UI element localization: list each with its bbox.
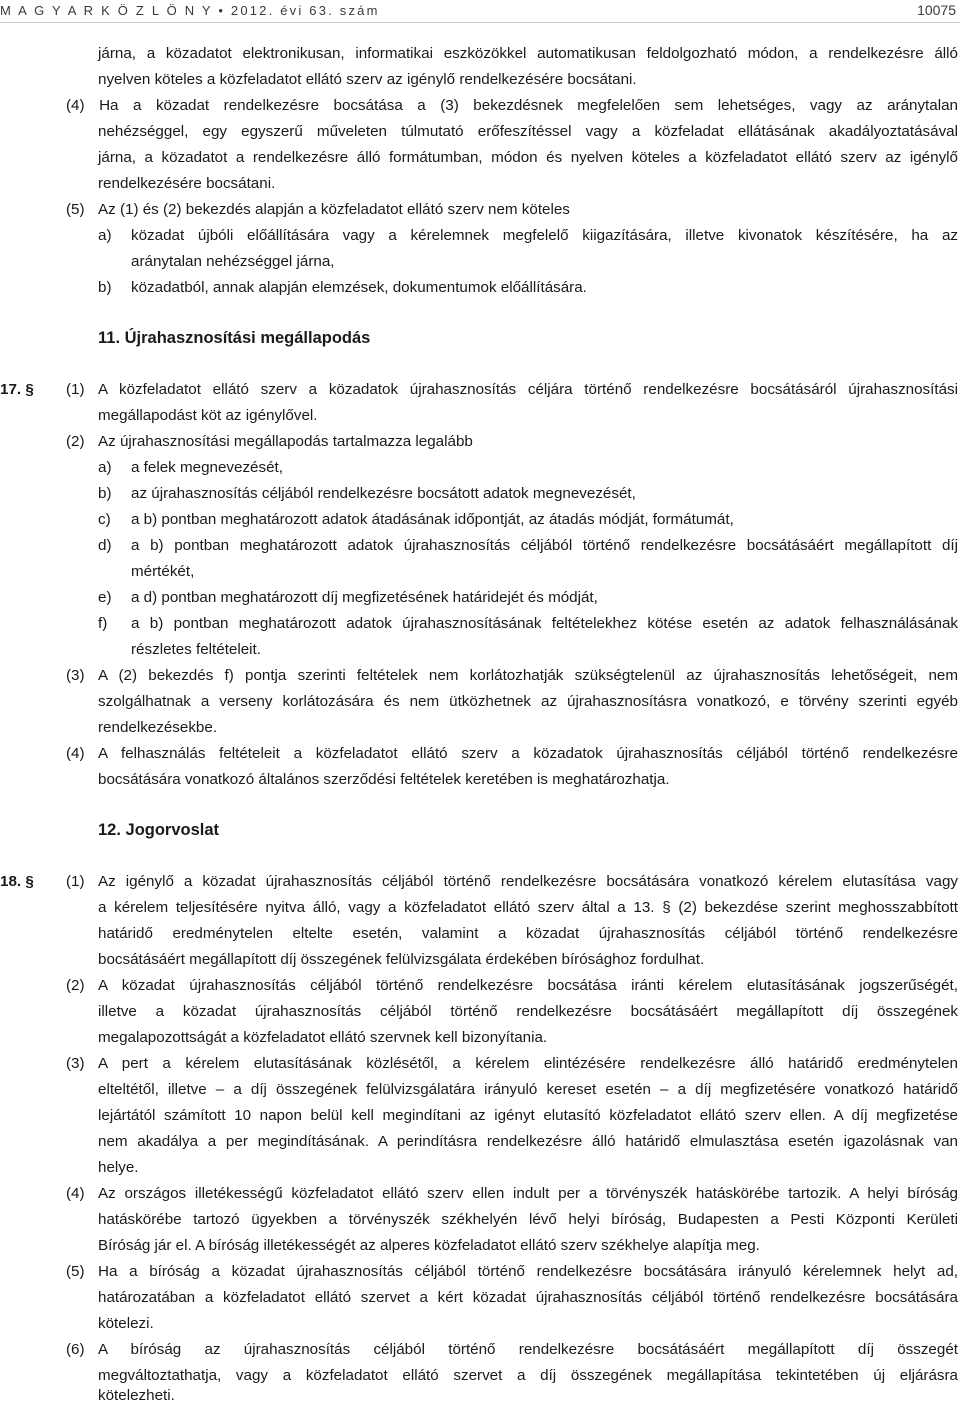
text-line: lejártától számított 10 napon belül kell megindítani az igényt elutasító közfeladatot ellátó szerv ellen. A díj megfizetése xyxy=(98,1107,958,1124)
paragraph-4-line: (4) Ha a közadat rendelkezésre bocsátása a (3) bekezdésnek megfelelően sem lehetséges, vagy az aránytalan xyxy=(66,97,958,114)
section-heading: 11. Újrahasznosítási megállapodás xyxy=(98,329,371,347)
text-line: A bíróság az újrahasznosítás céljából történő rendelkezésre bocsátásáért megállapított díj összegét xyxy=(98,1341,958,1358)
text-line: Bíróság jár el. A bíróság illetékességét az alperes közfeladatot ellátó szerv székhelye alapítja meg. xyxy=(98,1237,760,1254)
text-line: a felek megnevezését, xyxy=(131,459,283,476)
paragraph-number: (6) xyxy=(66,1341,85,1358)
text-line: kötelezheti. xyxy=(98,1387,175,1404)
text-line: bocsátásáért megállapított díj összegének felülvizsgálata érdekében bírósághoz fordulhat. xyxy=(98,951,705,968)
text-line: Az (1) és (2) bekezdés alapján a közfeladatot ellátó szerv nem köteles xyxy=(98,201,570,218)
point-letter: a) xyxy=(98,459,112,476)
text-line: mértékét, xyxy=(131,563,195,580)
text-line: elteltétől, illetve – a díj összegének felülvizsgálatára irányuló kereset esetén – a díj megfizetésére vonatkozó határidő xyxy=(98,1081,958,1098)
paragraph-number: (4) xyxy=(66,745,85,762)
paragraph-number: (5) xyxy=(66,1263,85,1280)
point-letter: b) xyxy=(98,485,112,502)
text-line: A (2) bekezdés f) pontja szerinti feltételek nem korlátozhatják szükségtelenül az újrahasznosítás lehetőségeit, nem xyxy=(98,667,958,684)
text-line: A pert a kérelem elutasításának közlésétől, a kérelem elintézésére rendelkezésre álló határidő eredménytelen xyxy=(98,1055,958,1072)
text-line: a b) pontban meghatározott adatok átadásának időpontját, az átadás módját, formátumát, xyxy=(131,511,734,528)
paragraph-number: (2) xyxy=(66,433,85,450)
text-line: bocsátására vonatkozó általános szerződési feltételek keretében is meghatározhatja. xyxy=(98,771,670,788)
text-line: megváltoztathatja, vagy a közfeladatot ellátó szervet a díj összegének megállapítása tekintetében új eljárásra xyxy=(98,1367,958,1384)
paragraph-number: (3) xyxy=(66,1055,85,1072)
text-line: határozatában a közfeladatot ellátó szervet a kért közadat újrahasznosítás céljából történő rendelkezésre bocsátására xyxy=(98,1289,958,1306)
paragraph-number: (1) xyxy=(66,873,85,890)
paragraph-number: (1) xyxy=(66,381,85,398)
text-line: Ha a bíróság a közadat újrahasznosítás céljából történő rendelkezésre bocsátására irányuló kérelemnek helyt ad, xyxy=(98,1263,958,1280)
text-line: kötelezi. xyxy=(98,1315,154,1332)
journal-title: M A G Y A R K Ö Z L Ö N Y • 2012. évi 63. szám xyxy=(0,3,380,18)
text-line: Az újrahasznosítási megállapodás tartalmazza legalább xyxy=(98,433,473,450)
paragraph-number: (2) xyxy=(66,977,85,994)
text-line: hatáskörébe tartozó ügyekben a törvényszék székhelyén lévő helyi bíróság, Budapesten a Pesti Központi Kerületi xyxy=(98,1211,958,1228)
point-letter: d) xyxy=(98,537,112,554)
paragraph-number: (3) xyxy=(66,667,85,684)
text-line: közadatból, annak alapján elemzések, dokumentumok előállítására. xyxy=(131,279,587,296)
paragraph-number: (5) xyxy=(66,201,85,218)
point-letter: f) xyxy=(98,615,108,632)
point-letter: a) xyxy=(98,227,112,244)
text-line: a kérelem teljesítésére nyitva álló, vagy a közfeladatot ellátó szerv által a 13. § (2) bekezdése szerint meghosszabbított xyxy=(98,899,958,916)
point-letter: b) xyxy=(98,279,112,296)
text-line: a b) pontban meghatározott adatok újrahasznosításának feltételekhez kötése esetén az adatok felhasználásának xyxy=(131,615,958,632)
text-line: a d) pontban meghatározott díj megfizetésének határidejét és módját, xyxy=(131,589,598,606)
text-line: illetve a közadat újrahasznosítás céljából történő rendelkezésre bocsátásáért megállapított díj összegének xyxy=(98,1003,958,1020)
page-number: 10075 xyxy=(917,2,956,18)
text-line: Az országos illetékességű közfeladatot ellátó szerv ellen indult per a törvényszék hatáskörébe tartozik. A helyi bíróság xyxy=(98,1185,958,1202)
text-line: a b) pontban meghatározott adatok újrahasznosítás céljából történő rendelkezésre bocsátásáért megállapított díj xyxy=(131,537,958,554)
text-line: A közadat újrahasznosítás céljából történő rendelkezésre bocsátása iránti kérelem elutasításának jogszerűségét, xyxy=(98,977,958,994)
text-line: részletes feltételeit. xyxy=(131,641,261,658)
text-line: közadat újbóli előállítására vagy a kérelemnek megfelelő kiigazítására, illetve kivonatok készítésére, ha az xyxy=(131,227,958,244)
section-heading: 12. Jogorvoslat xyxy=(98,821,220,839)
point-letter: e) xyxy=(98,589,112,606)
text-line: Az igénylő a közadat újrahasznosítás céljából történő rendelkezésre bocsátására vonatkozó kérelem elutasítása vagy xyxy=(98,873,958,890)
point-letter: c) xyxy=(98,511,111,528)
text-line: aránytalan nehézséggel járna, xyxy=(131,253,335,270)
text-line: rendelkezésekbe. xyxy=(98,719,218,736)
text-line: rendelkezésére bocsátani. xyxy=(98,175,276,192)
text-line: A felhasználás feltételeit a közfeladatot ellátó szerv a közadatok újrahasznosítás céljából történő rendelkezésre xyxy=(98,745,958,762)
section-number: 17. § xyxy=(0,381,34,398)
text-line: nehézséggel, egy egyszerű műveleten túlmutató erőfeszítéssel vagy a közfeladat ellátásának akadályoztatásával xyxy=(98,123,958,140)
text-line: A közfeladatot ellátó szerv a közadatok újrahasznosítás céljára történő rendelkezésre bocsátásáról újrahasznosítási xyxy=(98,381,958,398)
text-line: helye. xyxy=(98,1159,139,1176)
text-line: járna, a közadatot elektronikusan, informatikai eszközökkel automatikusan feldolgozható módon, a rendelkezésre álló xyxy=(98,45,958,62)
page-header xyxy=(0,0,960,23)
text-line: szolgálhatnak a verseny korlátozására és nem ütközhetnek az újrahasznosításra vonatkozó, e törvény szerinti egyéb xyxy=(98,693,958,710)
text-line: megalapozottságát a közfeladatot ellátó szervnek kell bizonyítania. xyxy=(98,1029,548,1046)
text-line: járna, a közadatot a rendelkezésre álló formátumban, módon és nyelven köteles a közfeladatot ellátó szerv az igénylő xyxy=(98,149,958,166)
text-line: az újrahasznosítás céljából rendelkezésre bocsátott adatok megnevezését, xyxy=(131,485,636,502)
text-line: nyelven köteles a közfeladatot ellátó szerv az igénylő rendelkezésére bocsátani. xyxy=(98,71,637,88)
text-line: megállapodást köt az igénylővel. xyxy=(98,407,318,424)
text-line: nem akadálya a per megindításának. A perindításra rendelkezésre álló határidő elmulasztása esetén igazolásnak van xyxy=(98,1133,958,1150)
text-line: határidő eredménytelen eltelte esetén, valamint a közadat újrahasznosítás céljából történő rendelkezésre xyxy=(98,925,958,942)
section-number: 18. § xyxy=(0,873,34,890)
paragraph-number: (4) xyxy=(66,1185,85,1202)
